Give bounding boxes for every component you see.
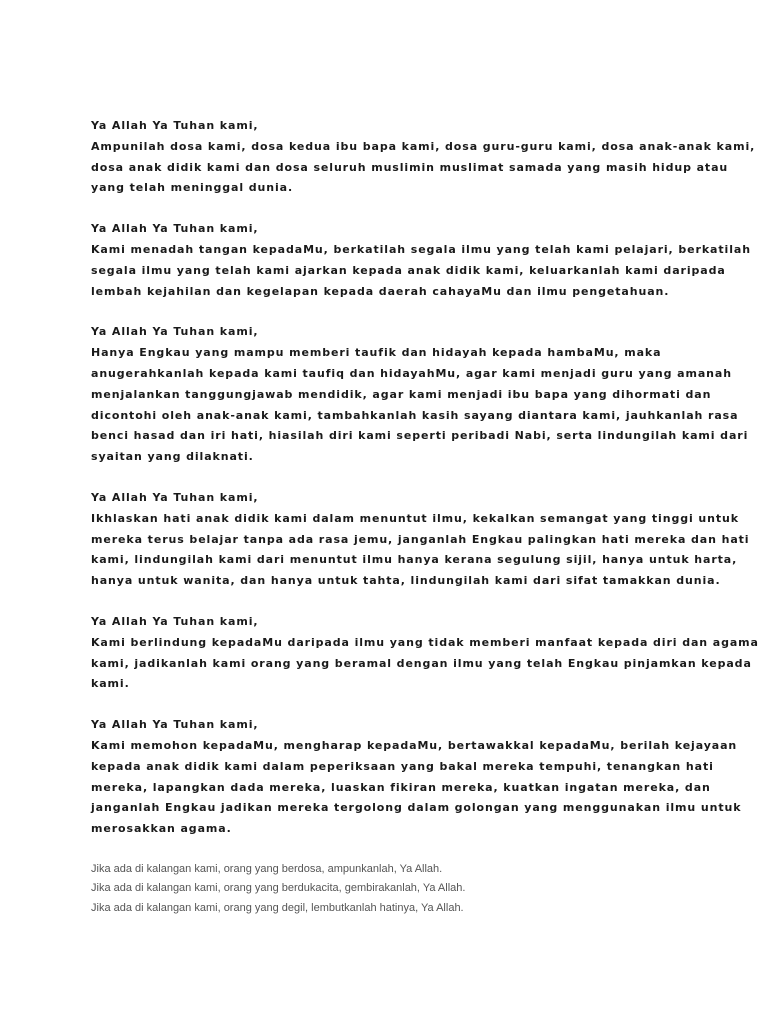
paragraph-line: merosakkan agama. (91, 822, 232, 836)
closing-supplication (91, 860, 731, 919)
closing-line: Jika ada di kalangan kami, orang yang degil, lembutkanlah hatinya, Ya Allah. (91, 901, 464, 914)
paragraph-heading: Ya Allah Ya Tuhan kami, (91, 119, 259, 132)
paragraph-heading: Ya Allah Ya Tuhan kami, (91, 718, 259, 732)
paragraph-line: yang telah meninggal dunia. (91, 181, 294, 195)
paragraph-line: syaitan yang dilaknati. (91, 450, 254, 464)
paragraph-heading: Ya Allah Ya Tuhan kami, (91, 614, 259, 628)
paragraph-line: kami, lindungilah kami dari menuntut ilmu hanya kerana segulung sijil, hanya untuk harta, (91, 553, 738, 567)
prayer-paragraph-1 (91, 116, 756, 199)
paragraph-line: segala ilmu yang telah kami ajarkan kepada anak didik kami, keluarkanlah kami daripada (91, 263, 726, 277)
paragraph-line: dicontohi oleh anak-anak kami, tambahkanlah kasih sayang diantara kami, jauhkanlah rasa (91, 408, 739, 422)
paragraph-line: kami. (91, 677, 130, 691)
prayer-paragraph-4 (91, 488, 750, 592)
paragraph-heading: Ya Allah Ya Tuhan kami, (91, 222, 259, 236)
paragraph-line: Kami berlindung kepadaMu daripada ilmu yang tidak memberi manfaat kepada diri dan agama (91, 635, 759, 649)
paragraph-line: lembah kejahilan dan kegelapan kepada daerah cahayaMu dan ilmu pengetahuan. (91, 284, 670, 298)
paragraph-line: Kami menadah tangan kepadaMu, berkatilah segala ilmu yang telah kami pelajari, berkatilah (91, 242, 751, 256)
paragraph-line: Kami memohon kepadaMu, mengharap kepadaMu, bertawakkal kepadaMu, berilah kejayaan (91, 738, 738, 752)
paragraph-line: anugerahkanlah kepada kami taufiq dan hidayahMu, agar kami menjadi guru yang amanah (91, 366, 732, 380)
closing-line: Jika ada di kalangan kami, orang yang berdukacita, gembirakanlah, Ya Allah. (91, 882, 466, 895)
document-page (91, 116, 759, 918)
paragraph-line: janganlah Engkau jadikan mereka tergolong dalam golongan yang menggunakan ilmu untuk (91, 801, 742, 815)
prayer-paragraph-2 (91, 219, 751, 302)
paragraph-line: mereka, lapangkan dada mereka, luaskan fikiran mereka, kuatkan ingatan mereka, dan (91, 780, 711, 794)
paragraph-line: Ampunilah dosa kami, dosa kedua ibu bapa kami, dosa guru-guru kami, dosa anak-anak kami, (91, 139, 756, 153)
paragraph-heading: Ya Allah Ya Tuhan kami, (91, 490, 259, 504)
paragraph-heading: Ya Allah Ya Tuhan kami, (91, 325, 259, 339)
paragraph-line: Ikhlaskan hati anak didik kami dalam menuntut ilmu, kekalkan semangat yang tinggi untuk (91, 511, 739, 525)
paragraph-line: menjalankan tanggungjawab mendidik, agar kami menjadi ibu bapa yang dihormati dan (91, 387, 712, 401)
paragraph-line: dosa anak didik kami dan dosa seluruh muslimin muslimat samada yang masih hidup atau (91, 160, 729, 174)
closing-line: Jika ada di kalangan kami, orang yang berdosa, ampunkanlah, Ya Allah. (91, 862, 443, 875)
paragraph-line: mereka terus belajar tanpa ada rasa jemu, janganlah Engkau palingkan hati mereka dan hati (91, 532, 750, 546)
paragraph-line: kami, jadikanlah kami orang yang beramal dengan ilmu yang telah Engkau pinjamkan kepada (91, 656, 752, 670)
prayer-paragraph-5 (91, 612, 759, 695)
prayer-paragraph-3 (91, 322, 749, 468)
paragraph-line: benci hasad dan iri hati, hiasilah diri kami seperti peribadi Nabi, serta lindungilah kami dari (91, 429, 749, 443)
paragraph-line: kepada anak didik kami dalam peperiksaan yang bakal mereka tempuhi, tenangkan hati (91, 759, 714, 773)
paragraph-line: Hanya Engkau yang mampu memberi taufik dan hidayah kepada hambaMu, maka (91, 346, 662, 360)
paragraph-line: hanya untuk wanita, dan hanya untuk tahta, lindungilah kami dari sifat tamakkan dunia. (91, 574, 721, 588)
prayer-paragraph-6 (91, 715, 742, 840)
